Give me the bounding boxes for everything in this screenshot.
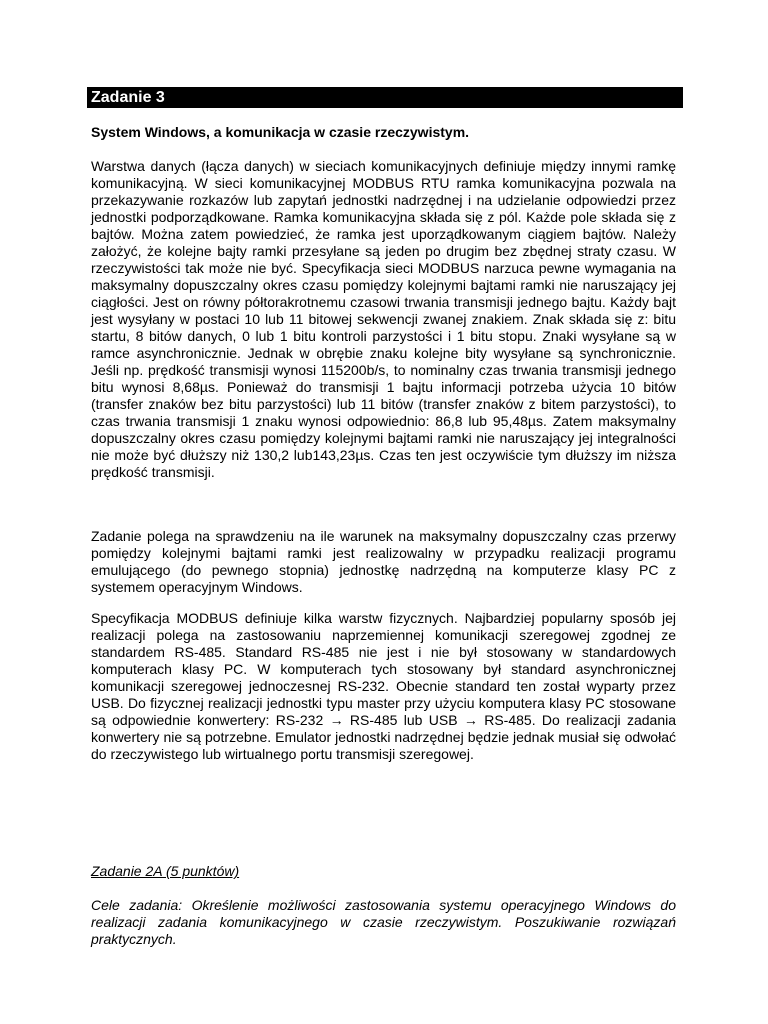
paragraph-task-description: Zadanie polega na sprawdzeniu na ile warunek na maksymalny dopuszczalny czas przerwy pomiędzy kolejnymi bajtami ramki jest realizowalny w przypadku realizacji programu emulującego (do pewnego stopnia) jednostkę nadrzędną na komputerze klasy PC z systemem operacyjnym Windows.: [91, 528, 676, 595]
section-title: Zadanie 3: [91, 89, 165, 106]
subtask-heading: Zadanie 2A (5 punktów): [91, 863, 240, 879]
section-header-bar: [87, 87, 681, 108]
document-subtitle: System Windows, a komunikacja w czasie rzeczywistym.: [91, 124, 470, 140]
subtask-goal: Cele zadania: Określenie możliwości zastosowania systemu operacyjnego Windows do realizacji zadania komunikacyjnego w czasie rzeczywistym. Poszukiwanie rozwiązań praktycznych.: [91, 897, 676, 947]
paragraph-physical-layers: Specyfikacja MODBUS definiuje kilka warstw fizycznych. Najbardziej popularny sposób jej realizacji polega na zastosowaniu naprzemiennej komunikacji szeregowej zgodnej ze standardem RS-485. Standard RS-485 nie jest i nie był stosowany w standardowych komputerach klasy PC. W komputerach tych stosowany był standard asynchronicznej komunikacji szeregowej jednoczesnej RS-232. Obecnie standard ten został wyparty przez USB. Do fizycznej realizacji jednostki typu master przy użyciu komputera klasy PC stosowane są odpowiednie konwertery: RS-232 → RS-485 lub USB → RS-485. Do realizacji zadania konwertery nie są potrzebne. Emulator jednostki nadrzędnej będzie jednak musiał się odwołać do rzeczywistego lub wirtualnego portu transmisji szeregowej.: [91, 610, 676, 762]
paragraph-modbus-frame: Warstwa danych (łącza danych) w sieciach komunikacyjnych definiuje między innymi ramkę komunikacyjną. W sieci komunikacyjnej MODBUS RTU ramka komunikacyjna pozwala na przekazywanie rozkazów lub zapytań jednostki nadrzędnej i na udzielanie odpowiedzi przez jednostki podporządkowane. Ramka komunikacyjna składa się z pól. Każde pole składa się z bajtów. Można zatem powiedzieć, że ramka jest uporządkowanym ciągiem bajtów. Należy założyć, że kolejne bajty ramki przesyłane są jeden po drugim bez zbędnej straty czasu. W rzeczywistości tak może nie być. Specyfikacja sieci MODBUS narzuca pewne wymagania na maksymalny dopuszczalny okres czasu pomiędzy kolejnymi bajtami ramki nie naruszający jej ciągłości. Jest on równy półtorakrotnemu czasowi trwania transmisji jednego bajtu. Każdy bajt jest wysyłany w postaci 10 lub 11 bitowej sekwencji zwanej znakiem. Znak składa się z: bitu startu, 8 bitów danych, 0 lub 1 bitu kontroli parzystości i 1 bitu stopu. Znaki wysyłane są w ramce asynchronicznie. Jednak w obrębie znaku kolejne bity wysyłane są synchronicznie. Jeśli np. prędkość transmisji wynosi 115200b/s, to nominalny czas trwania transmisji jednego bitu wynosi 8,68µs. Ponieważ do transmisji 1 bajtu informacji potrzeba użycia 10 bitów (transfer znaków bez bitu parzystości) lub 11 bitów (transfer znaków z bitem parzystości), to czas trwania transmisji 1 znaku wynosi odpowiednio: 86,8 lub 95,48µs. Zatem maksymalny dopuszczalny okres czasu pomiędzy kolejnymi bajtami ramki nie naruszający jej integralności nie może być dłuższy niż 130,2 lub143,23µs. Czas ten jest oczywiście tym dłuższy im niższa prędkość transmisji.: [91, 158, 676, 480]
header-edge-divider: [681, 87, 683, 108]
